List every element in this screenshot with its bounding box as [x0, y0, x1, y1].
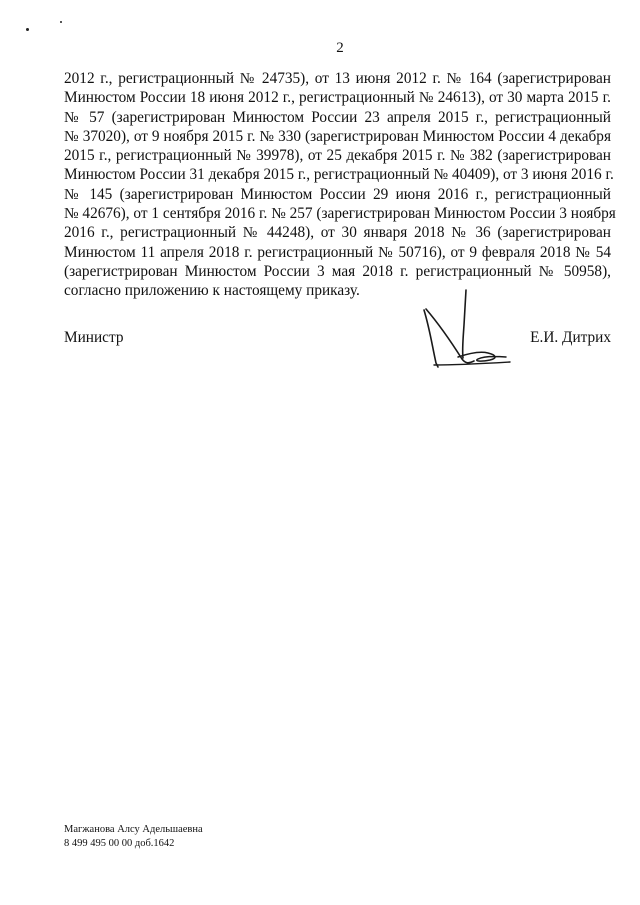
- page-number: 2: [336, 40, 344, 56]
- executor-phone: 8 499 495 00 00 доб.1642: [64, 838, 175, 849]
- body-line: согласно приложению к настоящему приказу.: [64, 282, 360, 300]
- body-line: 2016 г., регистрационный № 44248), от 30 января 2018 № 36 (зарегистрирован: [64, 224, 611, 242]
- body-paragraph: [64, 69, 616, 301]
- signatory-name: Е.И. Дитрих: [530, 329, 611, 346]
- signature-block: [64, 329, 611, 351]
- body-line: 2012 г., регистрационный № 24735), от 13 июня 2012 г. № 164 (зарегистрирован: [64, 70, 611, 87]
- body-line: Минюстом 11 апреля 2018 г. регистрационный № 50716), от 9 февраля 2018 № 54: [64, 243, 611, 261]
- body-line: 2015 г., регистрационный № 39978), от 25 декабря 2015 г. № 382 (зарегистрирован: [64, 147, 611, 165]
- handwritten-signature: [418, 285, 518, 375]
- body-line: Минюстом России 18 июня 2012 г., регистрационный № 24613), от 30 марта 2015 г.: [64, 89, 611, 107]
- body-line: № 145 (зарегистрирован Минюстом России 29 июня 2016 г., регистрационный: [64, 185, 611, 203]
- scan-speck: [26, 28, 29, 31]
- body-line: № 57 (зарегистрирован Минюстом России 23 апреля 2015 г., регистрационный: [64, 108, 611, 126]
- scan-speck: [60, 21, 62, 23]
- executor-name: Магжанова Алсу Адельшаевна: [64, 824, 203, 835]
- executor-block: [64, 823, 203, 851]
- body-line: № 42676), от 1 сентября 2016 г. № 257 (зарегистрирован Минюстом России 3 ноября: [64, 205, 616, 223]
- body-line: (зарегистрирован Минюстом России 3 мая 2018 г. регистрационный № 50958),: [64, 262, 611, 280]
- body-line: Минюстом России 31 декабря 2015 г., регистрационный № 40409), от 3 июня 2016 г.: [64, 166, 614, 184]
- signatory-title: Министр: [64, 329, 124, 346]
- body-line: № 37020), от 9 ноября 2015 г. № 330 (зарегистрирован Минюстом России 4 декабря: [64, 127, 611, 145]
